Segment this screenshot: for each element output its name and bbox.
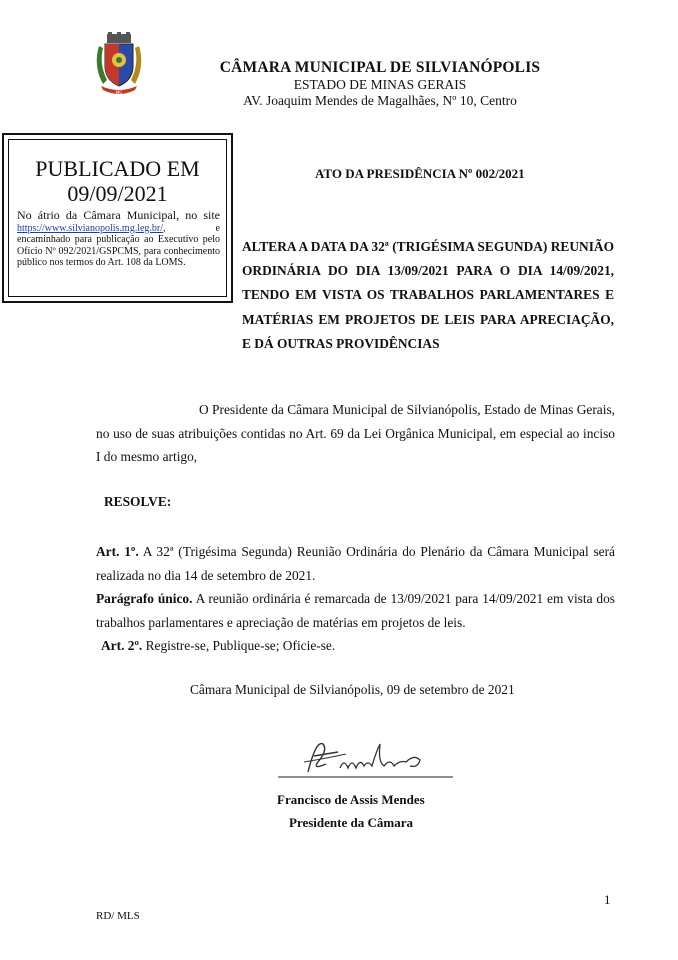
stamp-published-label: PUBLICADO EM bbox=[35, 156, 200, 181]
act-summary: ALTERA A DATA DA 32ª (TRIGÉSIMA SEGUNDA) REUNIÃO ORDINÁRIA DO DIA 13/09/2021 PARA O DIA 14/09/2021, TENDO EM VISTA OS TRABALHOS PARLAMENTARES E MATÉRIAS EM PROJETOS DE LEIS PARA APRECIAÇÃO, E DÁ OUTRAS PROVIDÊNCIAS bbox=[242, 239, 614, 351]
handwritten-signature bbox=[268, 732, 458, 782]
stamp-text-start: No átrio da Câmara Municipal, no site bbox=[17, 208, 220, 222]
closing-place-date: Câmara Municipal de Silvianópolis, 09 de setembro de 2021 bbox=[190, 682, 515, 697]
municipal-crest-icon bbox=[93, 32, 145, 96]
stamp-site-link[interactable]: https://www.silvianopolis.mg.leg.br/ bbox=[17, 222, 164, 234]
signatory-role: Presidente da Câmara bbox=[289, 815, 413, 830]
institution-state: ESTADO DE MINAS GERAIS bbox=[293, 77, 467, 92]
article-2-text: Registre-se, Publique-se; Oficie-se. bbox=[142, 638, 336, 653]
publication-stamp-inner-border bbox=[8, 139, 227, 297]
crest-caption: MG bbox=[115, 90, 123, 95]
footer-reference: RD/ MLS bbox=[96, 910, 140, 922]
institution-title: CÂMARA MUNICIPAL DE SILVIANÓPOLIS bbox=[219, 59, 541, 76]
intro-paragraph: O Presidente da Câmara Municipal de Silvianópolis, Estado de Minas Gerais, no uso de suas atribuições contidas no Art. 69 da Lei Orgânica Municipal, em especial ao inciso I do mesmo artigo, bbox=[96, 402, 615, 465]
stamp-text-end: , e encaminhado para publicação ao Executivo pelo Ofício Nº 092/2021/GSPCMS, para conhecimento público nos termos do Art. 108 da LOMS. bbox=[17, 222, 220, 268]
institution-address: AV. Joaquim Mendes de Magalhães, Nº 10, Centro bbox=[243, 93, 517, 108]
article-2 bbox=[101, 634, 335, 658]
sole-paragraph-label: Parágrafo único. bbox=[96, 591, 193, 606]
resolve-heading: RESOLVE: bbox=[104, 494, 172, 509]
sole-paragraph bbox=[96, 587, 615, 634]
sole-paragraph-text: A reunião ordinária é remarcada de 13/09/2021 para 14/09/2021 em vista dos trabalhos parlamentares e apreciação de matérias em projetos de leis. bbox=[96, 591, 616, 630]
article-1 bbox=[96, 540, 615, 587]
article-1-label: Art. 1º. bbox=[96, 544, 139, 559]
signatory-name: Francisco de Assis Mendes bbox=[277, 792, 425, 807]
stamp-description bbox=[17, 210, 220, 269]
article-1-text: A 32ª (Trigésima Segunda) Reunião Ordinária do Plenário da Câmara Municipal será realizada no dia 14 de setembro de 2021. bbox=[96, 544, 615, 583]
act-title: ATO DA PRESIDÊNCIA Nº 002/2021 bbox=[315, 166, 525, 181]
article-2-label: Art. 2º. bbox=[101, 638, 143, 653]
stamp-published-date: 09/09/2021 bbox=[67, 181, 168, 206]
page-number: 1 bbox=[604, 892, 611, 907]
publication-stamp bbox=[2, 133, 233, 303]
